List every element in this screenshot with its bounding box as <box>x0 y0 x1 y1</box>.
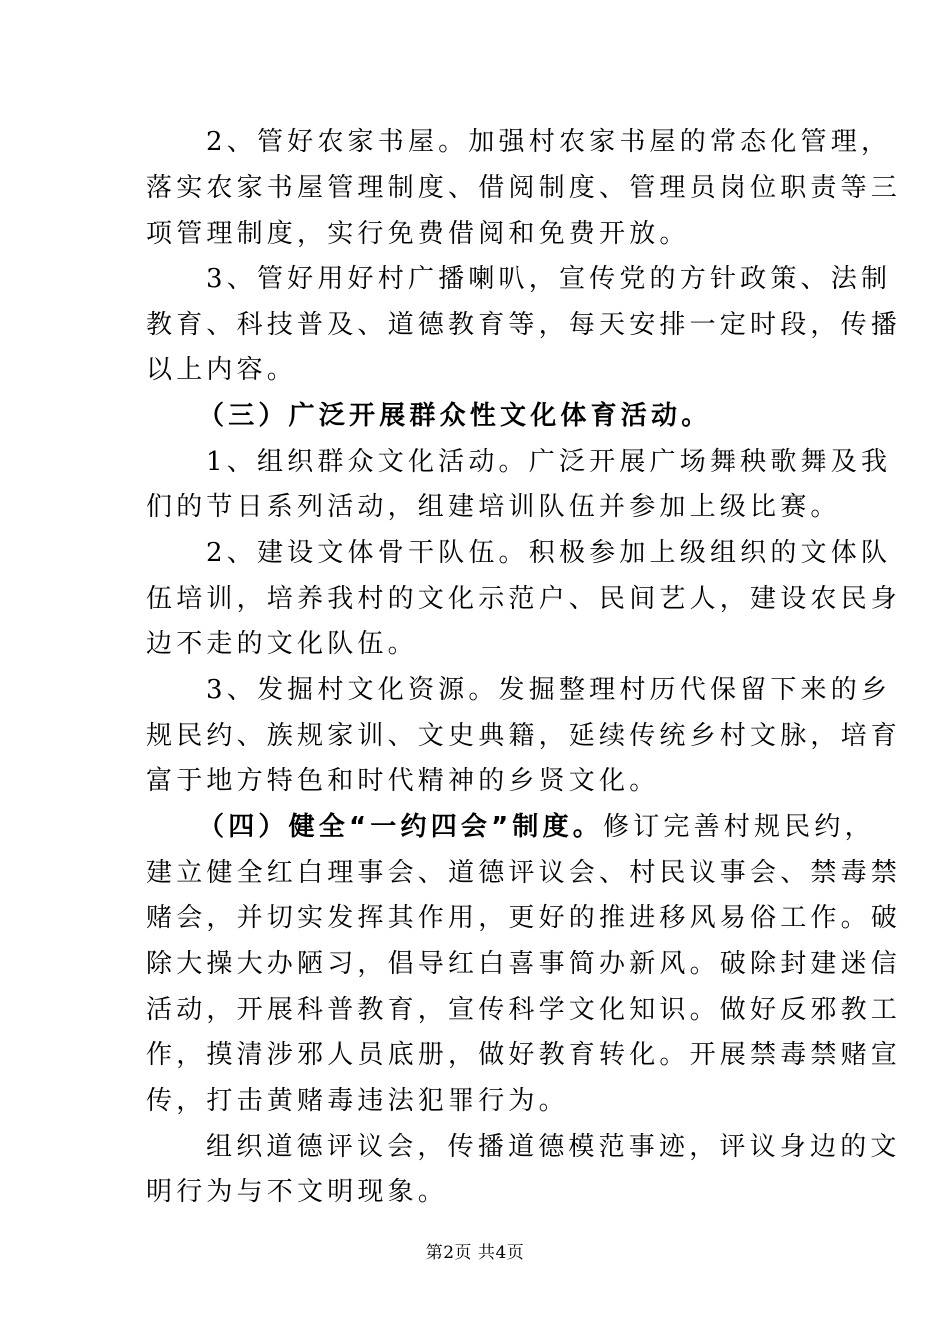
paragraph-line: 2、建设文体骨干队伍。积极参加上级组织的文体队 <box>206 538 892 568</box>
paragraph-line: 边不走的文化队伍。 <box>146 629 418 659</box>
paragraph-line: 以上内容。 <box>146 355 298 385</box>
paragraph-line: 落实农家书屋管理制度、借阅制度、管理员岗位职责等三 <box>146 173 902 203</box>
paragraph-line: 富于地方特色和时代精神的乡贤文化。 <box>146 766 660 796</box>
paragraph-line: 们的节日系列活动，组建培训队伍并参加上级比赛。 <box>146 492 841 522</box>
paragraph-line: 3、发掘村文化资源。发掘整理村历代保留下来的乡 <box>206 675 892 705</box>
paragraph-line: 组织道德评议会，传播道德模范事迹，评议身边的文 <box>206 1132 901 1162</box>
paragraph-line: 活动，开展科普教育，宣传科学文化知识。做好反邪教工 <box>146 995 902 1025</box>
paragraph-line: 项管理制度，实行免费借阅和免费开放。 <box>146 219 690 249</box>
paragraph-line: 赌会，并切实发挥其作用，更好的推进移风易俗工作。破 <box>146 903 902 933</box>
paragraph-line: 1、组织群众文化活动。广泛开展广场舞秧歌舞及我 <box>206 447 892 477</box>
paragraph-line: 明行为与不文明现象。 <box>146 1177 449 1207</box>
paragraph-line: 教育、科技普及、道德教育等，每天安排一定时段，传播 <box>146 310 902 340</box>
paragraph-line-with-lead <box>198 811 875 843</box>
paragraph-line: 除大操大办陋习，倡导红白喜事简办新风。破除封建迷信 <box>146 949 902 979</box>
paragraph-line: 作，摸清涉邪人员底册，做好教育转化。开展禁毒禁赌宣 <box>146 1040 902 1070</box>
section-heading: （三）广泛开展群众性文化体育活动。 <box>198 401 712 431</box>
page-footer: 第2页 共4页 <box>425 1243 525 1263</box>
paragraph-line: 规民约、族规家训、文史典籍，延续传统乡村文脉，培育 <box>146 721 902 751</box>
paragraph-line: 传，打击黄赌毒违法犯罪行为。 <box>146 1086 569 1116</box>
paragraph-text: 修订完善村规民约， <box>602 812 875 842</box>
paragraph-line: 2、管好农家书屋。加强村农家书屋的常态化管理， <box>206 127 892 157</box>
paragraph-line: 建立健全红白理事会、道德评议会、村民议事会、禁毒禁 <box>146 858 902 888</box>
paragraph-line: 3、管好用好村广播喇叭，宣传党的方针政策、法制 <box>206 264 892 294</box>
section-heading-inline: （四）健全“一约四会”制度。 <box>198 812 603 842</box>
paragraph-line: 伍培训，培养我村的文化示范户、民间艺人，建设农民身 <box>146 584 902 614</box>
